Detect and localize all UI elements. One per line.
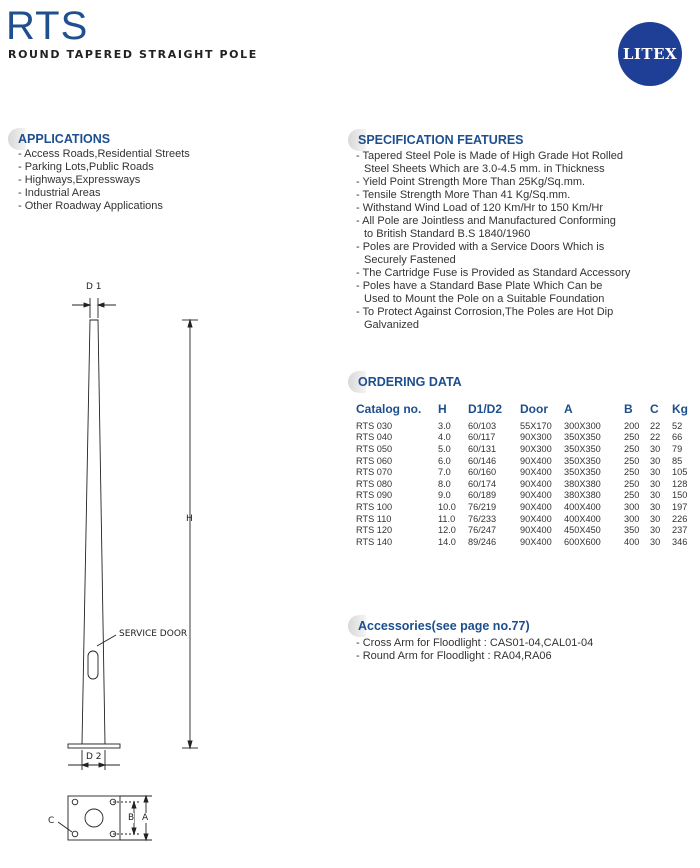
page-subtitle: ROUND TAPERED STRAIGHT POLE bbox=[8, 48, 258, 61]
table-cell: 6.0 bbox=[438, 455, 451, 466]
table-cell: RTS 040 bbox=[356, 432, 393, 443]
table-cell: RTS 070 bbox=[356, 467, 393, 478]
table-cell: 30 bbox=[650, 525, 661, 536]
spec-line: - Tapered Steel Pole is Made of High Grade Hot Rolled bbox=[356, 150, 623, 162]
table-cell: 350X350 bbox=[564, 432, 601, 443]
table-cell: 60/146 bbox=[468, 455, 497, 466]
table-cell: 89/246 bbox=[468, 536, 497, 547]
table-cell: 90X400 bbox=[520, 490, 552, 501]
table-cell: 79 bbox=[672, 443, 683, 454]
table-cell: 250 bbox=[624, 432, 640, 443]
table-cell: 128 bbox=[672, 478, 688, 489]
table-cell: 380X380 bbox=[564, 490, 601, 501]
table-cell: 3.0 bbox=[438, 420, 451, 431]
table-cell: 400X400 bbox=[564, 501, 601, 512]
spec-line: Steel Sheets Which are 3.0-4.5 mm. in Thickness bbox=[364, 163, 605, 175]
logo-text: LITEX bbox=[622, 45, 678, 63]
spec-line: - All Pole are Jointless and Manufactured Conforming bbox=[356, 215, 616, 227]
table-cell: 76/219 bbox=[468, 501, 497, 512]
table-cell: 300X300 bbox=[564, 420, 601, 431]
spec-line: - Withstand Wind Load of 120 Km/Hr to 150 Km/Hr bbox=[356, 202, 603, 214]
table-cell: 600X600 bbox=[564, 536, 601, 547]
table-cell: 5.0 bbox=[438, 443, 451, 454]
table-cell: 60/174 bbox=[468, 478, 497, 489]
table-cell: 12.0 bbox=[438, 525, 456, 536]
table-cell: 150 bbox=[672, 490, 688, 501]
table-cell: 237 bbox=[672, 525, 688, 536]
table-cell: RTS 100 bbox=[356, 501, 393, 512]
table-cell: 76/247 bbox=[468, 525, 497, 536]
table-cell: 60/103 bbox=[468, 420, 497, 431]
table-cell: 250 bbox=[624, 478, 640, 489]
accessories-heading: Accessories(see page no.77) bbox=[348, 615, 530, 637]
spec-line: - Yield Point Strength More Than 25Kg/Sq.mm. bbox=[356, 176, 586, 188]
column-header: Door bbox=[520, 402, 548, 416]
table-cell: 250 bbox=[624, 455, 640, 466]
table-cell: 11.0 bbox=[438, 513, 456, 524]
column-header: D1/D2 bbox=[468, 402, 503, 416]
table-cell: RTS 050 bbox=[356, 443, 393, 454]
spec-line: - Poles are Provided with a Service Doors Which is bbox=[356, 241, 605, 253]
column-header: Catalog no. bbox=[356, 402, 422, 416]
list-item: - Round Arm for Floodlight : RA04,RA06 bbox=[356, 650, 552, 662]
pole-outline bbox=[82, 320, 105, 744]
h-label: H bbox=[186, 514, 193, 524]
spec-line: Used to Mount the Pole on a Suitable Foundation bbox=[364, 293, 605, 305]
table-cell: 30 bbox=[650, 478, 661, 489]
table-cell: 226 bbox=[672, 513, 688, 524]
table-cell: 30 bbox=[650, 467, 661, 478]
table-cell: 90X300 bbox=[520, 432, 552, 443]
table-cell: 52 bbox=[672, 420, 683, 431]
table-cell: 90X400 bbox=[520, 467, 552, 478]
table-cell: 346 bbox=[672, 536, 688, 547]
table-cell: 300 bbox=[624, 501, 640, 512]
column-header: A bbox=[564, 402, 573, 416]
table-cell: 60/131 bbox=[468, 443, 497, 454]
table-cell: 30 bbox=[650, 455, 661, 466]
table-cell: RTS 060 bbox=[356, 455, 393, 466]
table-cell: 30 bbox=[650, 513, 661, 524]
table-cell: 60/189 bbox=[468, 490, 497, 501]
table-cell: 76/233 bbox=[468, 513, 497, 524]
table-cell: 197 bbox=[672, 501, 688, 512]
table-cell: 400 bbox=[624, 536, 640, 547]
list-item: - Cross Arm for Floodlight : CAS01-04,CAL01-04 bbox=[356, 637, 594, 649]
applications-heading: APPLICATIONS bbox=[8, 128, 110, 150]
base-plate-top-view bbox=[68, 796, 120, 840]
service-door-label: SERVICE DOOR bbox=[119, 629, 188, 639]
table-cell: 380X380 bbox=[564, 478, 601, 489]
table-cell: 9.0 bbox=[438, 490, 451, 501]
table-cell: 200 bbox=[624, 420, 640, 431]
table-cell: 30 bbox=[650, 490, 661, 501]
table-cell: 30 bbox=[650, 536, 661, 547]
table-cell: 250 bbox=[624, 467, 640, 478]
spec-line: - To Protect Against Corrosion,The Poles are Hot Dip bbox=[356, 306, 614, 318]
table-cell: RTS 120 bbox=[356, 525, 393, 536]
table-cell: 60/160 bbox=[468, 467, 497, 478]
list-item: - Parking Lots,Public Roads bbox=[18, 161, 154, 173]
spec-line: Galvanized bbox=[364, 319, 420, 331]
b-label: B bbox=[128, 813, 135, 823]
column-header: C bbox=[650, 402, 659, 416]
list-item: - Industrial Areas bbox=[18, 187, 101, 199]
table-cell: 60/117 bbox=[468, 432, 496, 443]
page-title: RTS bbox=[6, 4, 89, 48]
table-cell: RTS 110 bbox=[356, 513, 392, 524]
table-cell: 400X400 bbox=[564, 513, 601, 524]
list-item: - Other Roadway Applications bbox=[18, 200, 163, 212]
ordering-heading: ORDERING DATA bbox=[348, 371, 462, 393]
table-cell: 350 bbox=[624, 525, 640, 536]
table-cell: 90X300 bbox=[520, 443, 552, 454]
table-cell: 90X400 bbox=[520, 455, 552, 466]
table-cell: 90X400 bbox=[520, 536, 552, 547]
spec-line: - Tensile Strength More Than 41 Kg/Sq.mm. bbox=[356, 189, 571, 201]
table-cell: 85 bbox=[672, 455, 683, 466]
a-label: A bbox=[142, 813, 149, 823]
column-header: Kg bbox=[672, 402, 688, 416]
column-header: H bbox=[438, 402, 447, 416]
table-cell: 7.0 bbox=[438, 467, 451, 478]
table-cell: 350X350 bbox=[564, 455, 601, 466]
c-label: C bbox=[48, 816, 55, 826]
table-cell: 22 bbox=[650, 420, 661, 431]
table-cell: 55X170 bbox=[520, 420, 552, 431]
list-item: - Highways,Expressways bbox=[18, 174, 141, 186]
table-cell: 90X400 bbox=[520, 513, 552, 524]
column-header: B bbox=[624, 402, 633, 416]
table-cell: 250 bbox=[624, 490, 640, 501]
spec-line: Securely Fastened bbox=[364, 254, 456, 266]
table-cell: 90X400 bbox=[520, 501, 552, 512]
table-cell: RTS 090 bbox=[356, 490, 393, 501]
table-cell: 30 bbox=[650, 443, 661, 454]
table-cell: 30 bbox=[650, 501, 661, 512]
table-cell: 10.0 bbox=[438, 501, 456, 512]
table-cell: 8.0 bbox=[438, 478, 451, 489]
table-cell: RTS 080 bbox=[356, 478, 393, 489]
table-cell: 350X350 bbox=[564, 467, 601, 478]
d2-label: D 2 bbox=[86, 752, 102, 762]
list-item: - Access Roads,Residential Streets bbox=[18, 148, 190, 160]
spec-line: to British Standard B.S 1840/1960 bbox=[364, 228, 531, 240]
spec-line: - The Cartridge Fuse is Provided as Standard Accessory bbox=[356, 267, 631, 279]
table-cell: RTS 030 bbox=[356, 420, 393, 431]
table-cell: 66 bbox=[672, 432, 683, 443]
table-cell: 350X350 bbox=[564, 443, 601, 454]
table-cell: 300 bbox=[624, 513, 640, 524]
table-cell: 90X400 bbox=[520, 525, 552, 536]
table-cell: 105 bbox=[672, 467, 688, 478]
table-cell: 450X450 bbox=[564, 525, 601, 536]
spec-line: - Poles have a Standard Base Plate Which Can be bbox=[356, 280, 603, 292]
specification-heading: SPECIFICATION FEATURES bbox=[348, 129, 524, 151]
table-cell: 4.0 bbox=[438, 432, 451, 443]
table-cell: 90X400 bbox=[520, 478, 552, 489]
base-plate bbox=[68, 744, 120, 748]
table-cell: RTS 140 bbox=[356, 536, 393, 547]
table-cell: 250 bbox=[624, 443, 640, 454]
table-cell: 22 bbox=[650, 432, 661, 443]
table-cell: 14.0 bbox=[438, 536, 456, 547]
d1-label: D 1 bbox=[86, 282, 102, 292]
